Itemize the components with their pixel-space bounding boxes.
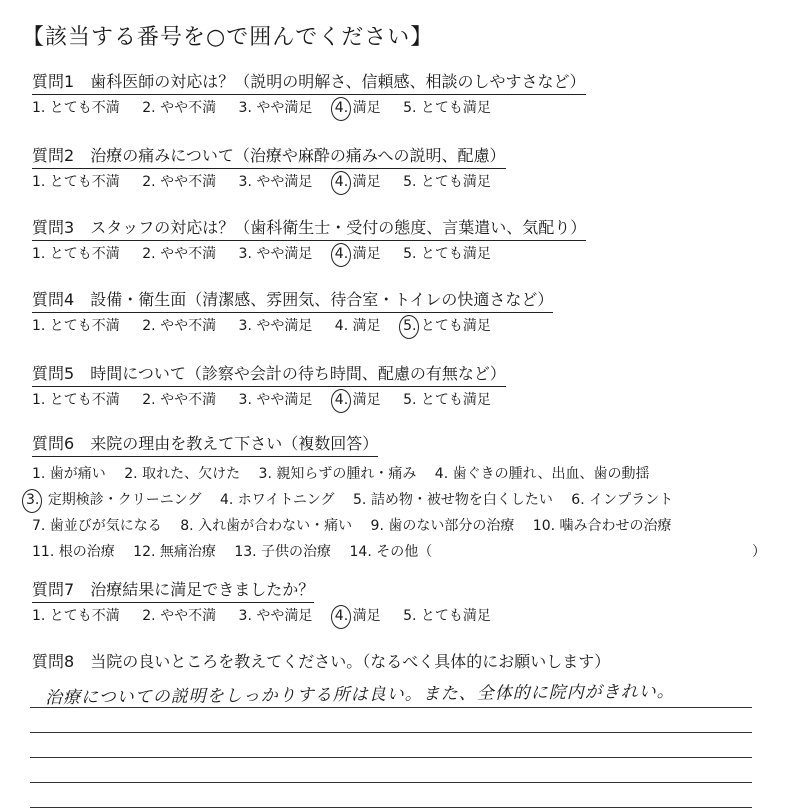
question-3-number: 質問3	[32, 218, 75, 237]
question-6-row-3	[32, 513, 782, 539]
answer-line	[30, 733, 752, 758]
option-1[interactable]: 1. とても不満	[32, 392, 120, 408]
option-2[interactable]: 2. やや不満	[142, 318, 217, 334]
question-4-text: 設備・衛生面（清潔感、雰囲気、待合室・トイレの快適さなど）	[90, 290, 554, 309]
question-5	[32, 364, 509, 410]
reason-13[interactable]: 13. 子供の治療	[234, 544, 332, 560]
question-4	[32, 290, 553, 336]
question-2-text: 治療の痛みについて（治療や麻酔の痛みへの説明、配慮）	[90, 146, 506, 165]
question-8-title	[32, 652, 610, 674]
question-6-row-4	[32, 539, 782, 565]
question-8	[32, 652, 610, 674]
option-1[interactable]: 1. とても不満	[32, 318, 120, 334]
option-4-circled[interactable]: 4.	[334, 608, 349, 624]
option-4-circled[interactable]: 4.	[334, 100, 349, 116]
question-3-options	[32, 244, 586, 264]
option-5[interactable]: 5. とても満足	[403, 246, 491, 262]
option-4-circled[interactable]: 4.	[334, 246, 349, 262]
option-2[interactable]: 2. やや不満	[142, 392, 217, 408]
option-5[interactable]: 5. とても満足	[403, 100, 491, 116]
question-2-title	[32, 146, 506, 169]
option-4-label: 満足	[352, 608, 381, 624]
question-7	[32, 580, 509, 626]
option-2[interactable]: 2. やや不満	[142, 608, 217, 624]
question-1-text: 歯科医師の対応は？（説明の明解さ、信頼感、相談のしやすさなど）	[90, 72, 586, 91]
option-3[interactable]: 3. やや満足	[238, 246, 313, 262]
reason-white-fillings[interactable]: 5. 詰め物・被せ物を白くしたい	[353, 492, 553, 508]
question-6-title	[32, 434, 378, 457]
option-5[interactable]: 5. とても満足	[403, 174, 491, 190]
reason-3[interactable]: 3. 親知らずの腫れ・痛み	[258, 466, 417, 482]
reason-4[interactable]: 4. 歯ぐきの腫れ、出血、歯の動揺	[434, 466, 650, 482]
answer-line	[30, 783, 752, 808]
reason-10[interactable]: 10. 噛み合わせの治療	[532, 518, 672, 534]
question-6-row-1	[32, 461, 782, 487]
page-heading: 【該当する番号を○で囲んでください】	[22, 25, 434, 50]
question-2	[32, 146, 509, 192]
question-5-text: 時間について（診察や会計の待ち時間、配慮の有無など）	[90, 364, 506, 383]
option-5[interactable]: 5. とても満足	[403, 392, 491, 408]
answer-line	[30, 708, 752, 733]
option-3[interactable]: 3. やや満足	[238, 318, 313, 334]
question-1-options	[32, 98, 586, 118]
question-1-number: 質問1	[32, 72, 75, 91]
question-1-title	[32, 72, 586, 95]
question-1	[32, 72, 586, 118]
option-4-label: 満足	[352, 392, 381, 408]
question-7-number: 質問7	[32, 580, 75, 599]
option-1[interactable]: 1. とても不満	[32, 608, 120, 624]
option-5[interactable]: 5. とても満足	[403, 608, 491, 624]
reason-11[interactable]: 11. 根の治療	[32, 544, 115, 560]
option-4-label: 満足	[352, 174, 381, 190]
reason-12[interactable]: 12. 無痛治療	[133, 544, 216, 560]
option-4-circled[interactable]: 4.	[334, 392, 349, 408]
option-2[interactable]: 2. やや不満	[142, 100, 217, 116]
question-4-options	[32, 316, 553, 336]
question-6-number: 質問6	[32, 434, 75, 453]
other-paren-close: ）	[752, 544, 766, 560]
option-5-label: とても満足	[420, 318, 491, 334]
question-3-title	[32, 218, 586, 241]
question-5-options	[32, 390, 509, 410]
option-5-circled[interactable]: 5.	[403, 318, 417, 334]
option-4[interactable]: 4. 満足	[334, 318, 381, 334]
question-4-title	[32, 290, 553, 313]
question-6	[26, 434, 782, 565]
question-5-number: 質問5	[32, 364, 75, 383]
reason-3-circled[interactable]: 3.	[26, 492, 40, 508]
reason-1[interactable]: 1. 歯が痛い	[32, 466, 106, 482]
option-2[interactable]: 2. やや不満	[142, 246, 217, 262]
reason-checkup[interactable]: 定期検診・クリーニング	[47, 492, 202, 508]
question-4-number: 質問4	[32, 290, 75, 309]
option-1[interactable]: 1. とても不満	[32, 246, 120, 262]
question-8-text: 当院の良いところを教えてください。（なるべく具体的にお願いします）	[90, 652, 611, 671]
option-4-label: 満足	[352, 100, 381, 116]
question-7-text: 治療結果に満足できましたか？	[90, 580, 315, 599]
option-3[interactable]: 3. やや満足	[238, 174, 313, 190]
reason-14-other[interactable]: 14. その他（	[349, 544, 433, 560]
option-1[interactable]: 1. とても不満	[32, 174, 120, 190]
option-3[interactable]: 3. やや満足	[238, 100, 313, 116]
question-7-options	[32, 606, 509, 626]
reason-9[interactable]: 9. 歯のない部分の治療	[370, 518, 515, 534]
question-8-number: 質問8	[32, 652, 75, 671]
question-6-text: 来院の理由を教えて下さい（複数回答）	[90, 434, 379, 453]
question-7-title	[32, 580, 314, 603]
handwritten-answer[interactable]: 治療についての説明をしっかりする所は良い。また、全体的に院内がきれい。	[44, 681, 675, 709]
option-3[interactable]: 3. やや満足	[238, 392, 313, 408]
option-4-label: 満足	[352, 246, 381, 262]
reason-whitening[interactable]: 4. ホワイトニング	[220, 492, 335, 508]
question-3	[32, 218, 586, 264]
reason-7[interactable]: 7. 歯並びが気になる	[32, 518, 162, 534]
option-3[interactable]: 3. やや満足	[238, 608, 313, 624]
question-2-number: 質問2	[32, 146, 75, 165]
reason-8[interactable]: 8. 入れ歯が合わない・痛い	[180, 518, 353, 534]
answer-line	[30, 758, 752, 783]
question-6-row-2	[26, 487, 782, 513]
question-5-title	[32, 364, 506, 387]
option-4-circled[interactable]: 4.	[334, 174, 349, 190]
reason-implant[interactable]: 6. インプラント	[571, 492, 674, 508]
question-2-options	[32, 172, 509, 192]
option-1[interactable]: 1. とても不満	[32, 100, 120, 116]
option-2[interactable]: 2. やや不満	[142, 174, 217, 190]
question-3-text: スタッフの対応は？（歯科衛生士・受付の態度、言葉遣い、気配り）	[90, 218, 587, 237]
reason-2[interactable]: 2. 取れた、欠けた	[124, 466, 241, 482]
